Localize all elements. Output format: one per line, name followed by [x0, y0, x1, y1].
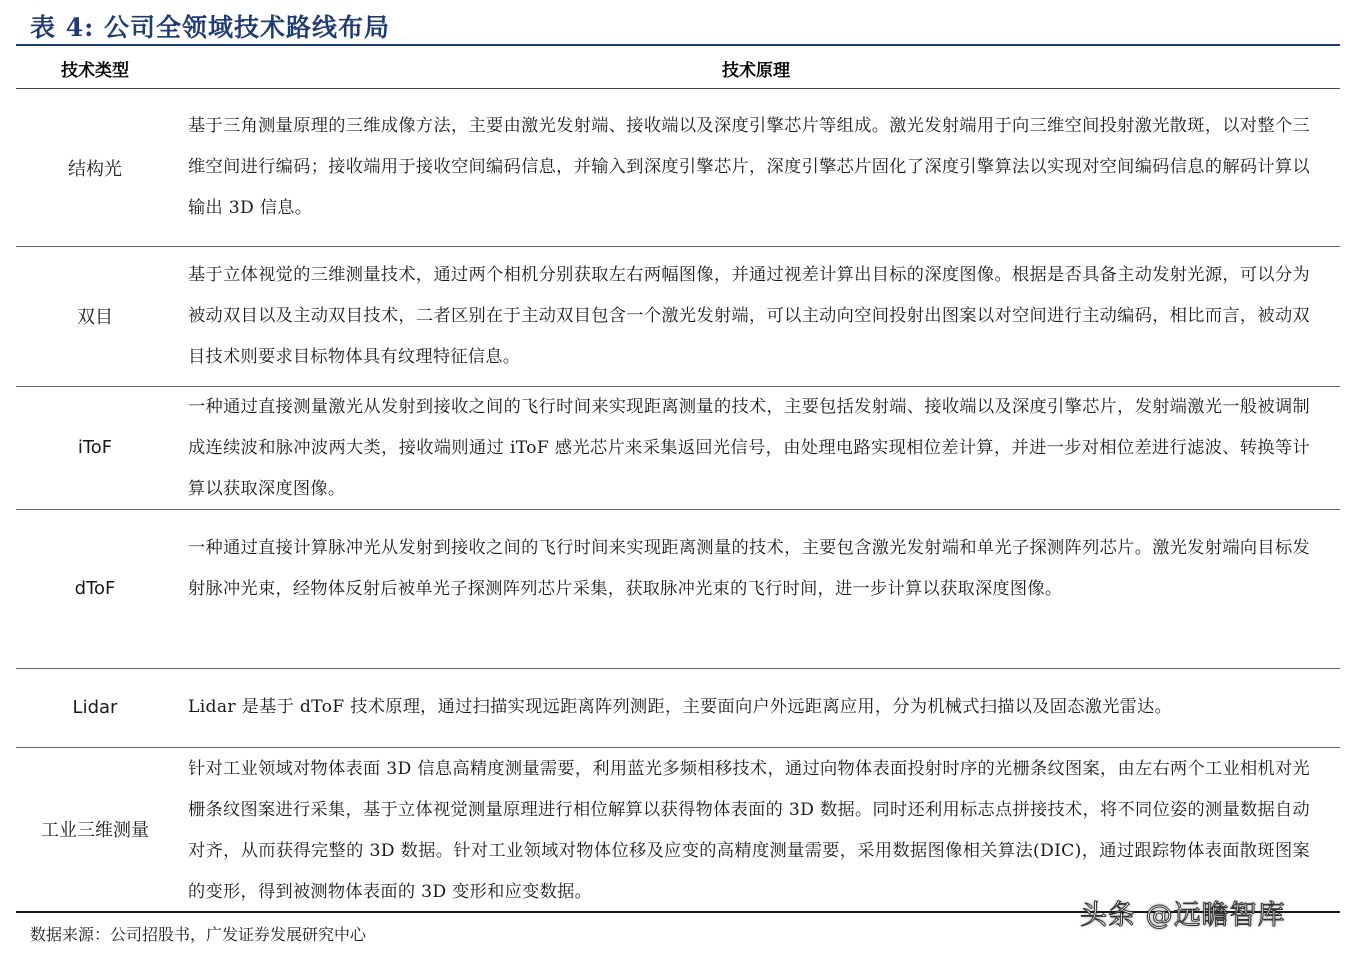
row-description: 基于三角测量原理的三维成像方法，主要由激光发射端、接收端以及深度引擎芯片等组成。激光发射端用于向三维空间投射激光散斑，以对整个三维空间进行编码；接收端用于接收空间编码信息，并输入到深度引擎芯片，深度引擎芯片固化了深度引擎算法以实现对空间编码信息的解码计算以输出 3D 信息。 — [188, 116, 1310, 218]
row-type: iToF — [77, 437, 113, 458]
table-row — [16, 386, 1340, 510]
data-source-note: 数据来源：公司招股书，广发证券发展研究中心 — [30, 925, 367, 944]
row-description: 一种通过直接测量激光从发射到接收之间的飞行时间来实现距离测量的技术，主要包括发射端、接收端以及深度引擎芯片，发射端激光一般被调制成连续波和脉冲波两大类，接收端则通过 iToF 感光芯片来采集返回光信号，由处理电路实现相位差计算，并进一步对相位差进行滤波、转换等计算以获取深度图像。 — [188, 397, 1310, 499]
watermark: 头条 @远瞻智库 — [1080, 900, 1286, 931]
table-row — [16, 89, 1340, 247]
row-type: 工业三维测量 — [41, 820, 149, 841]
header-tech-principle: 技术原理 — [722, 61, 790, 81]
title-bar — [16, 0, 1340, 46]
table-title: 表 4: 公司全领域技术路线布局 — [30, 13, 391, 42]
table-row — [16, 246, 1340, 387]
row-description: Lidar 是基于 dToF 技术原理，通过扫描实现远距离阵列测距，主要面向户外远距离应用，分为机械式扫描以及固态激光雷达。 — [188, 697, 1173, 717]
row-description: 基于立体视觉的三维测量技术，通过两个相机分别获取左右两幅图像，并通过视差计算出目标的深度图像。根据是否具备主动发射光源，可以分为被动双目以及主动双目技术，二者区别在于主动双目包含一个激光发射端，可以主动向空间投射出图案以对空间进行主动编码，相比而言，被动双目技术则要求目标物体具有纹理特征信息。 — [188, 265, 1310, 367]
row-description: 一种通过直接计算脉冲光从发射到接收之间的飞行时间来实现距离测量的技术，主要包含激光发射端和单光子探测阵列芯片。激光发射端向目标发射脉冲光束，经物体反射后被单光子探测阵列芯片采集，获取脉冲光束的飞行时间，进一步计算以获取深度图像。 — [188, 538, 1310, 599]
row-type: dToF — [74, 578, 116, 599]
row-type: 结构光 — [68, 158, 122, 180]
table-row — [16, 668, 1340, 748]
row-type: Lidar — [72, 697, 118, 718]
table-header — [16, 46, 1340, 89]
row-type: 双目 — [77, 307, 113, 328]
table-row — [16, 747, 1340, 913]
table-row — [16, 509, 1340, 669]
row-description: 针对工业领域对物体表面 3D 信息高精度测量需要，利用蓝光多频相移技术，通过向物体表面投射时序的光栅条纹图案，由左右两个工业相机对光栅条纹图案进行采集，基于立体视觉测量原理进行相位解算以获得物体表面的 3D 数据。同时还利用标志点拼接技术，将不同位姿的测量数据自动对齐，从而获得完整的 3D 数据。针对工业领域对物体位移及应变的高精度测量需要，采用数据图像相关算法(DIC)，通过跟踪物体表面散斑图案的变形，得到被测物体表面的 3D 变形和应变数据。 — [188, 759, 1310, 902]
header-tech-type: 技术类型 — [61, 61, 129, 81]
